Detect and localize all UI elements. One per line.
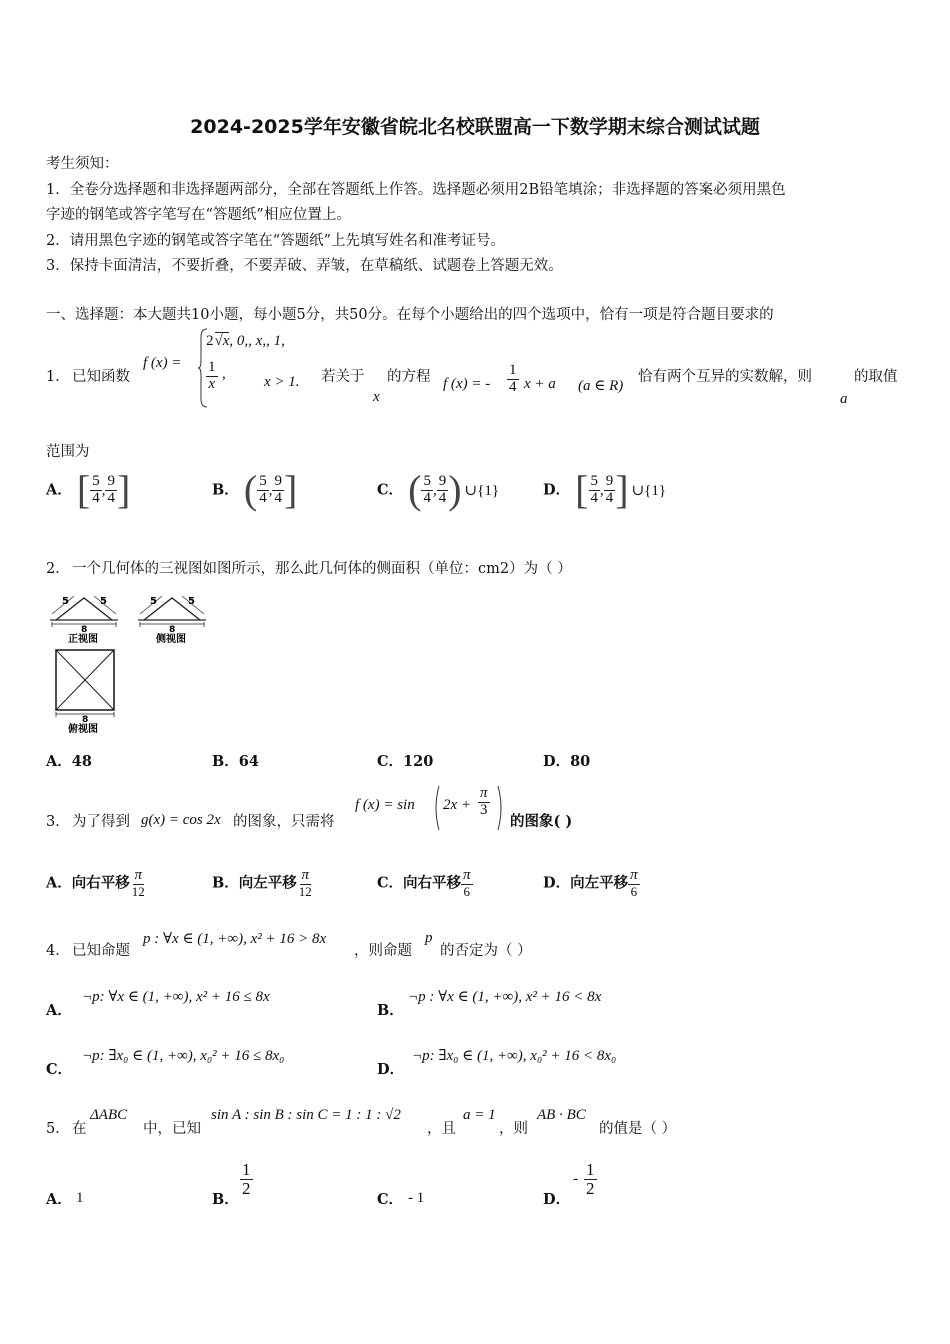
q1-piece-1: 2√x, 0,, x,, 1, [206, 333, 285, 349]
q3-option-d-num: π [630, 867, 638, 883]
q1-option-c-lbracket: ( [408, 467, 422, 512]
notice-item-3: 3．保持卡面清洁，不要折叠，不要弄破、弄皱，在草稿纸、试题卷上答题无效。 [46, 258, 563, 274]
q5-ratio: sin A : sin B : sin C = 1 : 1 : √2 [211, 1107, 401, 1123]
q1-option-b-rbracket: ] [283, 467, 298, 512]
q2-text: 一个几何体的三视图如图所示，那么此几何体的侧面积（单位：cm2）为（ ） [72, 561, 572, 577]
section-heading: 一、选择题：本大题共10小题，每小题5分，共50分。在每个小题给出的四个选项中，恰有一项是符合题目要求的 [46, 307, 774, 323]
q1-eq-cond: (a ∈ R) [578, 378, 624, 394]
q4-option-d-label: D． [377, 1061, 405, 1078]
q1-piece-2-num: 1 [208, 359, 216, 375]
q5-vector: AB · BC [537, 1107, 586, 1123]
q1-piece-1-coef: 2 [206, 333, 214, 349]
q3-option-a-label: A． [46, 874, 72, 892]
q1-var-x: x [373, 389, 380, 405]
q3-option-c-num: π [463, 867, 471, 883]
q1-option-b-d2: 4 [274, 489, 282, 506]
q1-option-c[interactable]: C． ( $\frac{5}{4}$ , $\frac{9}{4}$ ) ∪{1} [377, 467, 500, 512]
q5-a-eq: a = 1 [463, 1107, 496, 1123]
q3-option-b-text: 向左平移 [238, 874, 297, 892]
q1-option-b-n2: 9 [274, 472, 282, 489]
q5-option-c[interactable]: - 1 [408, 1190, 425, 1206]
q4-option-c-label: C． [46, 1061, 73, 1078]
q1-option-a-rbracket: ] [116, 467, 131, 512]
q1-option-d-lbracket: [ [575, 467, 589, 512]
q2-option-b[interactable] [212, 750, 259, 771]
q1-eq-left: f (x) = - [443, 376, 491, 392]
q5-option-d-num: 1 [586, 1160, 595, 1179]
q1-option-d-d1: 4 [590, 489, 598, 506]
q2-side-slant-left: 5 [150, 596, 157, 607]
q1-piece-2 [206, 360, 218, 393]
q2-side-slant-right: 5 [188, 596, 195, 607]
q5-option-b-label: B． [212, 1191, 239, 1208]
q1-var-a: a [840, 391, 848, 407]
q1-option-d-rbracket: ] [615, 467, 629, 512]
q1-eq-frac [507, 363, 519, 396]
q2-side-base: 8 [169, 625, 176, 635]
q3-option-c[interactable] [377, 868, 473, 898]
q1-option-d-extra: ∪{1} [631, 482, 667, 499]
q3-number: 3． [46, 814, 70, 830]
q3-option-b[interactable] [212, 868, 314, 898]
q5-option-b-den: 2 [242, 1178, 251, 1198]
q3-text-1: 为了得到 [72, 814, 130, 830]
q5-option-c-label: C． [377, 1191, 404, 1208]
q3-option-d-text: 向左平移 [570, 874, 629, 892]
q1-option-c-rbracket: ) [448, 467, 462, 512]
q1-text-6: 范围为 [46, 444, 90, 460]
q3-option-a[interactable] [46, 868, 147, 898]
q3-paren-right [497, 785, 505, 831]
q1-eq-num: 1 [509, 362, 517, 378]
q2-option-a-label: A． [46, 753, 72, 770]
q1-piece-1-cond: , 0,, x,, 1, [229, 333, 285, 349]
q3-text-2: 的图象，只需将 [233, 814, 335, 830]
q2-option-a[interactable] [46, 750, 92, 771]
q2-front-view [50, 596, 118, 645]
q2-top-view [56, 650, 114, 735]
q5-option-b[interactable] [240, 1161, 253, 1198]
q5-option-b-num: 1 [242, 1160, 251, 1179]
q5-option-d[interactable] [573, 1161, 597, 1198]
q2-front-label: 正视图 [68, 634, 98, 645]
q1-option-a-lbracket: [ [76, 467, 91, 512]
q1-option-b-n1: 5 [259, 472, 267, 489]
q4-text-2: ，则命题 [354, 943, 412, 959]
q1-option-c-d1: 4 [423, 489, 431, 506]
notice-heading: 考生须知： [46, 156, 119, 172]
q1-option-c-extra: ∪{1} [464, 482, 500, 499]
q1-option-c-label: C． [377, 481, 404, 499]
q4-option-b[interactable]: ¬p : ∀x ∈ (1, +∞), x² + 16 < 8x [408, 989, 602, 1005]
q3-f-frac [478, 786, 490, 819]
q2-front-slant-left: 5 [62, 596, 69, 607]
q4-proposition: p : ∀x ∈ (1, +∞), x² + 16 > 8x [143, 931, 327, 947]
q4-p: p [425, 930, 433, 946]
q2-option-b-text: 64 [238, 753, 259, 770]
q2-option-b-label: B． [212, 753, 239, 770]
q1-piece-2-den: x [208, 375, 216, 392]
q1-option-b-label: B． [212, 481, 239, 499]
q4-option-c[interactable]: ¬p: ∃x₀ ∈ (1, +∞), x₀² + 16 ≤ 8x₀ [82, 1048, 285, 1064]
q2-number: 2． [46, 561, 70, 577]
q5-option-a[interactable]: 1 [76, 1190, 84, 1206]
q1-option-c-d2: 4 [438, 489, 447, 506]
q4-option-a-label: A． [46, 1002, 72, 1019]
q3-paren-left [432, 785, 440, 831]
q1-text: 已知函数 [72, 369, 130, 385]
q5-text-3: ，且 [427, 1121, 456, 1137]
q4-text-1: 已知命题 [72, 943, 130, 959]
q4-text-3: 的否定为（ ） [440, 943, 532, 959]
q1-option-a-d2: 4 [107, 489, 115, 506]
q1-option-a[interactable]: A． [ $\frac{5}{4}$ , $\frac{9}{4}$ ] [46, 467, 131, 512]
q5-text-1: 在 [72, 1121, 87, 1137]
q1-piece-1-x: x [222, 333, 230, 349]
q1-option-a-n2: 9 [107, 472, 115, 489]
q5-text-4: ，则 [499, 1121, 528, 1137]
q1-option-a-d1: 4 [92, 489, 100, 506]
q2-side-view [138, 596, 206, 645]
q1-piece-2-cond: x > 1. [264, 374, 300, 390]
q1-fx: f (x) = [143, 355, 182, 371]
q1-text-2: 若关于 [321, 369, 365, 385]
q1-option-d-n1: 5 [590, 472, 598, 489]
page-title: 2024-2025学年安徽省皖北名校联盟高一下数学期末综合测试试题 [190, 116, 760, 138]
q1-text-4: 恰有两个互异的实数解，则 [638, 369, 812, 385]
q1-option-d[interactable]: D． [ $\frac{5}{4}$ , $\frac{9}{4}$ ] ∪{1} [543, 467, 667, 512]
q1-eq-den: 4 [509, 378, 517, 395]
q2-three-view-figure [44, 590, 224, 738]
q3-f-pi: π [480, 785, 488, 801]
q1-option-d-d2: 4 [605, 489, 614, 506]
q2-option-c-text: 120 [403, 753, 434, 770]
q3-f-left: f (x) = sin [355, 797, 415, 813]
q2-option-c-label: C． [377, 753, 404, 770]
q1-option-d-label: D． [543, 481, 571, 499]
notice-item-1-cont: 字迹的钢笔或答字笔写在“答题纸”相应位置上。 [46, 207, 351, 223]
q5-option-d-label: D． [543, 1191, 571, 1208]
q1-option-b-d1: 4 [259, 489, 267, 506]
q3-option-b-label: B． [212, 874, 239, 892]
q3-option-c-text: 向右平移 [403, 874, 462, 892]
q2-front-base: 8 [81, 625, 88, 635]
q2-option-d-text: 80 [570, 753, 591, 770]
q1-option-c-n1: 5 [423, 472, 431, 489]
q3-f-three: 3 [480, 801, 488, 818]
q3-option-c-label: C． [377, 874, 404, 892]
q5-option-d-den: 2 [586, 1178, 595, 1198]
q2-option-d[interactable] [543, 750, 590, 771]
q5-text-2: 中，已知 [143, 1121, 201, 1137]
q5-triangle: ΔABC [90, 1107, 128, 1123]
q4-number: 4． [46, 943, 70, 959]
q5-text-5: 的值是（ ） [599, 1121, 677, 1137]
q1-text-3: 的方程 [387, 369, 431, 385]
q2-option-d-label: D． [543, 753, 571, 770]
q1-option-b[interactable]: B． ( $\frac{5}{4}$ , $\frac{9}{4}$ ] [212, 467, 298, 512]
q3-option-d-label: D． [543, 874, 571, 892]
notice-item-1: 1．全卷分选择题和非选择题两部分，全部在答题纸上作答。选择题必须用2B铅笔填涂；非选择题的答案必须用黑色 [46, 182, 786, 198]
q2-front-slant-right: 5 [100, 596, 107, 607]
q2-top-base: 8 [82, 715, 89, 725]
q1-option-c-n2: 9 [438, 472, 447, 489]
q3-option-a-text: 向右平移 [71, 874, 130, 892]
q2-side-label: 侧视图 [156, 634, 186, 645]
q3-option-c-den: 6 [463, 883, 471, 899]
q4-option-d[interactable]: ¬p: ∃x₀ ∈ (1, +∞), x₀² + 16 < 8x₀ [412, 1048, 617, 1064]
q3-option-d[interactable] [543, 868, 640, 898]
q1-option-a-label: A． [46, 481, 72, 499]
q1-number: 1． [46, 369, 70, 385]
q3-text-3: 的图象( ) [510, 813, 573, 830]
q1-option-d-n2: 9 [605, 472, 614, 489]
q3-option-d-den: 6 [630, 883, 638, 899]
q1-eq-right: x + a [524, 376, 556, 392]
q3-g-function: g(x) = cos 2x [141, 812, 221, 828]
q4-option-b-label: B． [377, 1002, 404, 1019]
q2-option-a-text: 48 [71, 753, 92, 770]
q1-option-b-lbracket: ( [243, 467, 258, 512]
q3-f-inner: 2x + [443, 797, 472, 813]
q5-number: 5． [46, 1121, 70, 1137]
q3-option-b-den: 12 [298, 883, 312, 899]
q1-text-5: 的取值 [854, 369, 898, 385]
q4-option-a[interactable]: ¬p: ∀x ∈ (1, +∞), x² + 16 ≤ 8x [82, 989, 270, 1005]
q2-option-c[interactable] [377, 750, 433, 771]
q5-option-d-sign: - [573, 1170, 578, 1187]
notice-item-2: 2．请用黑色字迹的钢笔或答字笔在“答题纸”上先填写姓名和准考证号。 [46, 233, 506, 249]
q1-option-a-n1: 5 [92, 472, 100, 489]
q5-option-a-label: A． [46, 1191, 72, 1208]
q2-top-label: 俯视图 [68, 724, 98, 735]
q3-option-b-num: π [301, 867, 310, 883]
q3-option-a-den: 12 [131, 883, 145, 899]
q3-option-a-num: π [134, 867, 143, 883]
